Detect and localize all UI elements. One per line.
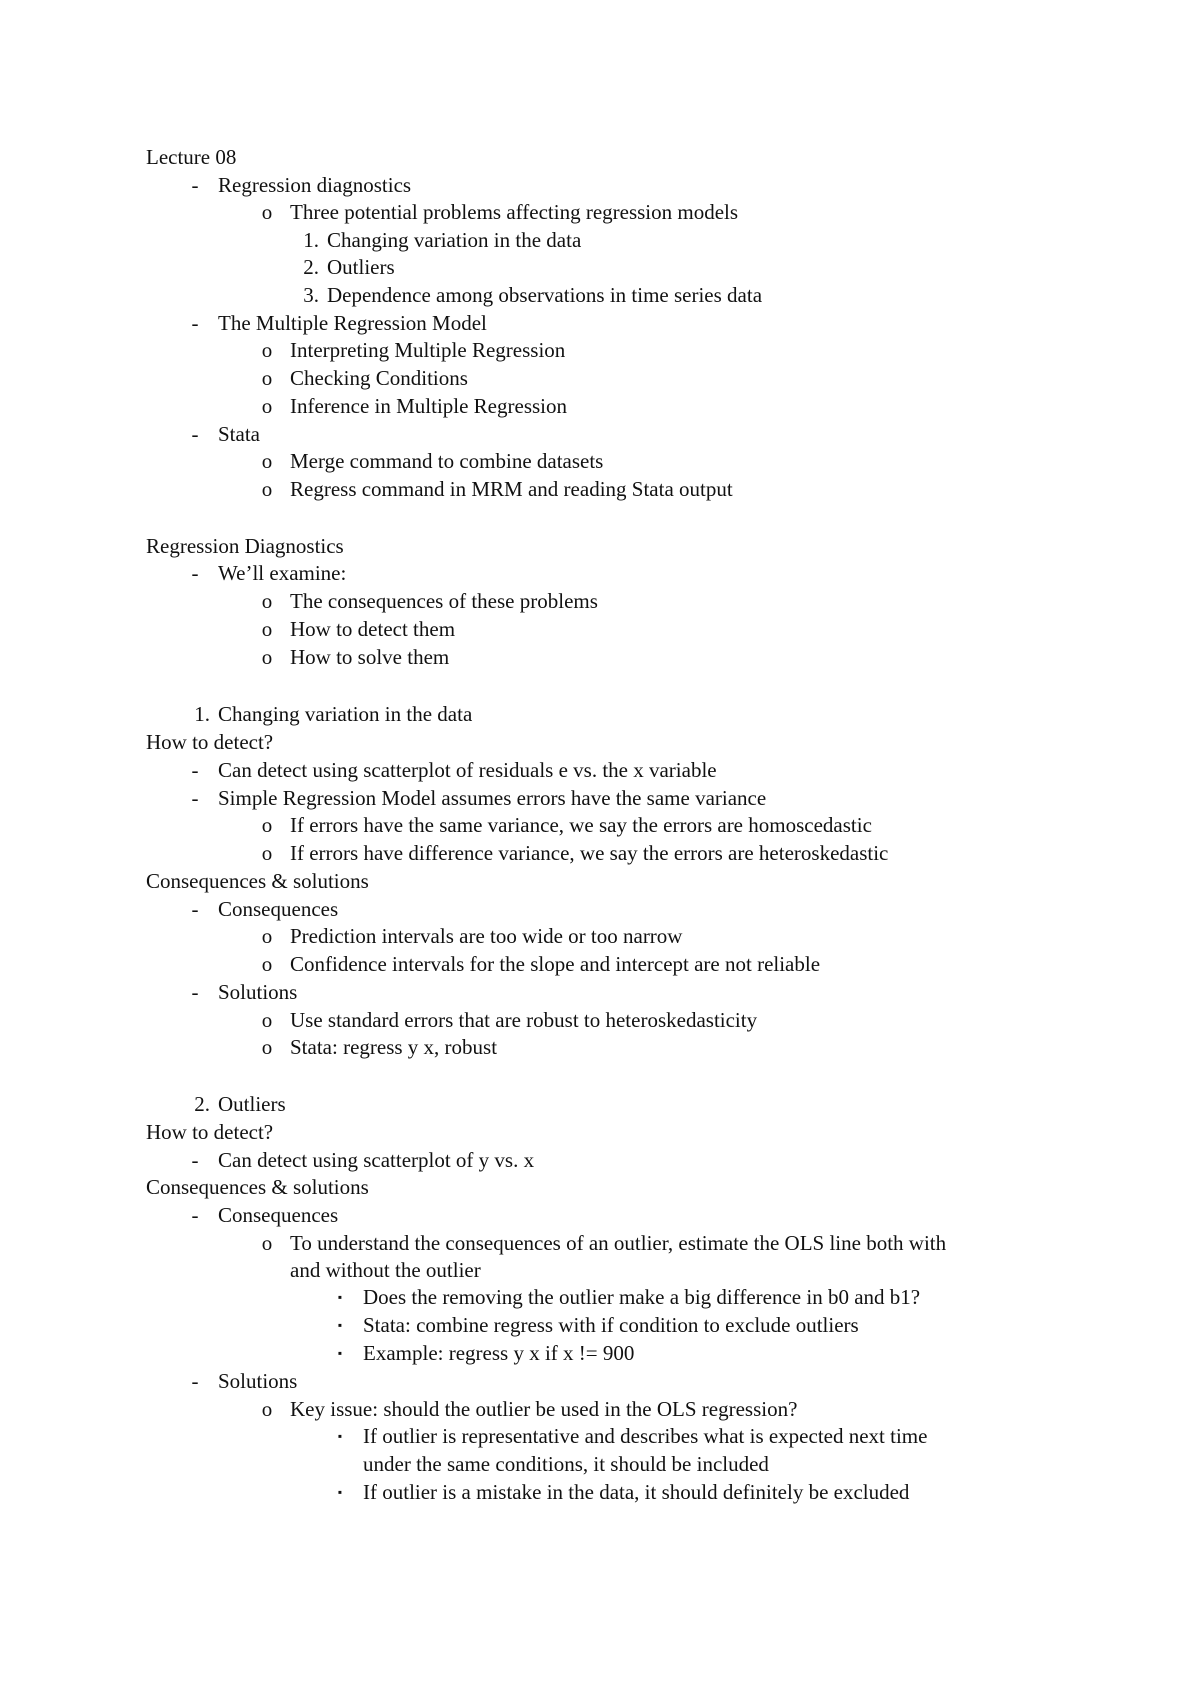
line-text: Changing variation in the data xyxy=(327,228,582,252)
line-text: How to detect? xyxy=(146,730,274,754)
text-line xyxy=(191,895,339,923)
line-text: Stata xyxy=(218,422,260,446)
bullet-marker: - xyxy=(191,173,199,197)
bullet-marker: o xyxy=(261,338,273,362)
text-line xyxy=(194,1090,286,1118)
line-text: Simple Regression Model assumes errors have the same variance xyxy=(218,786,767,810)
text-line xyxy=(261,447,604,475)
line-text: Stata: combine regress with if condition to exclude outliers xyxy=(363,1313,859,1337)
line-text: Checking Conditions xyxy=(290,366,468,390)
text-line xyxy=(261,615,456,643)
bullet-marker: ▪ xyxy=(337,1485,343,1499)
line-text: Confidence intervals for the slope and intercept are not reliable xyxy=(290,952,821,976)
list-number: 1. xyxy=(303,228,319,252)
line-text: The consequences of these problems xyxy=(290,589,598,613)
text-line xyxy=(146,532,344,560)
text-line xyxy=(191,784,767,812)
line-text: The Multiple Regression Model xyxy=(218,311,487,335)
line-text: Prediction intervals are too wide or too narrow xyxy=(290,924,683,948)
line-text: Can detect using scatterplot of y vs. x xyxy=(218,1148,535,1172)
text-line xyxy=(261,336,566,364)
line-text: We’ll examine: xyxy=(218,561,347,585)
bullet-marker: - xyxy=(191,897,199,921)
text-line xyxy=(191,756,717,784)
bullet-marker: o xyxy=(261,924,273,948)
text-line xyxy=(261,392,567,420)
line-text: Key issue: should the outlier be used in the OLS regression? xyxy=(290,1397,798,1421)
text-line xyxy=(261,364,468,392)
bullet-marker: - xyxy=(191,311,199,335)
text-line xyxy=(191,978,298,1006)
text-line xyxy=(303,226,582,254)
list-number: 2. xyxy=(303,255,319,279)
text-line xyxy=(261,198,739,226)
text-line xyxy=(194,700,473,728)
line-text: If outlier is a mistake in the data, it should definitely be excluded xyxy=(363,1480,910,1504)
line-text: Outliers xyxy=(327,255,395,279)
line-text: To understand the consequences of an outlier, estimate the OLS line both with xyxy=(290,1231,947,1255)
bullet-marker: ▪ xyxy=(337,1346,343,1360)
line-text: Stata: regress y x, robust xyxy=(290,1035,498,1059)
line-text: How to solve them xyxy=(290,645,450,669)
text-line xyxy=(261,950,821,978)
line-text: Can detect using scatterplot of residuals e vs. the x variable xyxy=(218,758,717,782)
text-line xyxy=(261,1033,498,1061)
line-text: If errors have difference variance, we say the errors are heteroskedastic xyxy=(290,841,889,865)
bullet-marker: o xyxy=(261,589,273,613)
text-line xyxy=(191,559,347,587)
line-text: Outliers xyxy=(218,1092,286,1116)
text-line xyxy=(337,1311,859,1339)
bullet-marker: o xyxy=(261,841,273,865)
bullet-marker: o xyxy=(261,1008,273,1032)
line-text: Consequences & solutions xyxy=(146,1175,369,1199)
line-text: Merge command to combine datasets xyxy=(290,449,604,473)
list-number: 2. xyxy=(194,1092,210,1116)
bullet-marker: o xyxy=(261,200,273,224)
bullet-marker: - xyxy=(191,758,199,782)
line-text: Regress command in MRM and reading Stata output xyxy=(290,477,733,501)
line-text: Consequences & solutions xyxy=(146,869,369,893)
text-line xyxy=(146,728,273,756)
text-line xyxy=(261,475,733,503)
text-line xyxy=(261,811,872,839)
line-text: Solutions xyxy=(218,980,298,1004)
text-line xyxy=(146,143,236,171)
line-text: Regression Diagnostics xyxy=(146,534,344,558)
line-text: Consequences xyxy=(218,1203,339,1227)
line-text: Interpreting Multiple Regression xyxy=(290,338,566,362)
text-line xyxy=(146,1173,369,1201)
bullet-marker: - xyxy=(191,561,199,585)
line-text: How to detect them xyxy=(290,617,456,641)
text-line xyxy=(261,922,683,950)
bullet-marker: o xyxy=(261,477,273,501)
bullet-marker: o xyxy=(261,1397,273,1421)
line-text: Consequences xyxy=(218,897,339,921)
text-line xyxy=(261,839,889,867)
line-text: Solutions xyxy=(218,1369,298,1393)
text-line xyxy=(191,309,487,337)
text-line xyxy=(261,1006,758,1034)
bullet-marker: - xyxy=(191,980,199,1004)
bullet-marker: o xyxy=(261,1231,273,1255)
bullet-marker: - xyxy=(191,1369,199,1393)
line-text: Lecture 08 xyxy=(146,145,237,169)
text-line xyxy=(363,1450,769,1478)
text-line xyxy=(191,1367,298,1395)
text-line xyxy=(337,1422,928,1450)
line-text: Example: regress y x if x != 900 xyxy=(363,1341,635,1365)
line-text: Dependence among observations in time series data xyxy=(327,283,763,307)
text-line xyxy=(191,1146,535,1174)
bullet-marker: o xyxy=(261,449,273,473)
text-line xyxy=(191,1201,339,1229)
line-text: How to detect? xyxy=(146,1120,274,1144)
bullet-marker: o xyxy=(261,394,273,418)
text-line xyxy=(337,1478,910,1506)
bullet-marker: ▪ xyxy=(337,1290,343,1304)
bullet-marker: o xyxy=(261,617,273,641)
line-text: Use standard errors that are robust to heteroskedasticity xyxy=(290,1008,758,1032)
bullet-marker: o xyxy=(261,813,273,837)
bullet-marker: o xyxy=(261,366,273,390)
line-text: If errors have the same variance, we say the errors are homoscedastic xyxy=(290,813,872,837)
bullet-marker: - xyxy=(191,1203,199,1227)
line-text: and without the outlier xyxy=(290,1258,481,1282)
line-text: Changing variation in the data xyxy=(218,702,473,726)
text-line xyxy=(303,281,763,309)
bullet-marker: o xyxy=(261,952,273,976)
line-text: Regression diagnostics xyxy=(218,173,412,197)
bullet-marker: ▪ xyxy=(337,1318,343,1332)
text-line xyxy=(261,587,598,615)
text-line xyxy=(146,867,369,895)
list-number: 1. xyxy=(194,702,210,726)
text-line xyxy=(290,1256,481,1284)
line-text: Three potential problems affecting regression models xyxy=(290,200,739,224)
bullet-marker: o xyxy=(261,1035,273,1059)
text-line xyxy=(303,253,395,281)
text-line xyxy=(261,643,450,671)
line-text: Inference in Multiple Regression xyxy=(290,394,567,418)
text-line xyxy=(261,1395,798,1423)
text-line xyxy=(337,1339,635,1367)
text-line xyxy=(146,1118,273,1146)
text-line xyxy=(337,1283,921,1311)
line-text: under the same conditions, it should be included xyxy=(363,1452,769,1476)
bullet-marker: - xyxy=(191,422,199,446)
line-text: If outlier is representative and describes what is expected next time xyxy=(363,1424,928,1448)
text-line xyxy=(191,171,412,199)
bullet-marker: - xyxy=(191,1148,199,1172)
line-text: Does the removing the outlier make a big difference in b0 and b1? xyxy=(363,1285,921,1309)
bullet-marker: - xyxy=(191,786,199,810)
text-line xyxy=(191,420,260,448)
bullet-marker: ▪ xyxy=(337,1429,343,1443)
bullet-marker: o xyxy=(261,645,273,669)
list-number: 3. xyxy=(303,283,319,307)
text-line xyxy=(261,1229,947,1257)
